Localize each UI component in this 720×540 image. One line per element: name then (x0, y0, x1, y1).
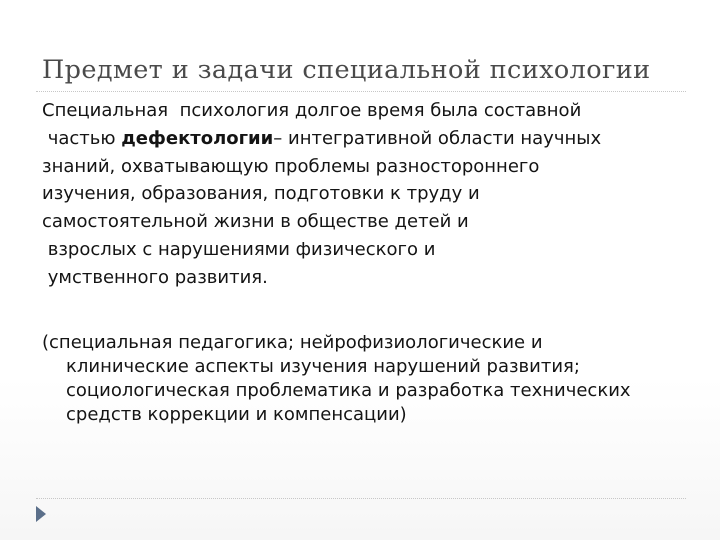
paragraph-text: частью (42, 127, 122, 149)
paragraph-line: Специальная психология долгое время была составной (42, 100, 582, 121)
footer-divider (36, 498, 686, 499)
paragraph-line: социологическая проблематика и разработка технических (66, 380, 631, 401)
paragraph-line: изучения, образования, подготовки к труду и (42, 183, 480, 205)
paragraph-line: умственного развития. (42, 266, 268, 288)
paragraph-line: знаний, охватывающую проблемы разностороннего (42, 155, 540, 177)
triangle-right-icon (36, 506, 46, 522)
main-paragraph (42, 97, 682, 292)
paragraph-line: самостоятельной жизни в обществе детей и (42, 211, 469, 233)
title-divider (36, 91, 686, 92)
paragraph-line: (специальная педагогика; нейрофизиологические и (42, 332, 543, 353)
paragraph-text: – интегративной области научных (273, 127, 602, 149)
defectology-term: дефектологии (121, 127, 274, 149)
paragraph-line (42, 125, 682, 153)
paragraph-line: взрослых с нарушениями физического и (42, 238, 436, 260)
slide-title: Предмет и задачи специальной психологии (42, 55, 651, 85)
paragraph-line: клинические аспекты изучения нарушений развития; (66, 356, 580, 377)
paragraph-line: средств коррекции и компенсации) (66, 404, 407, 425)
secondary-paragraph (42, 331, 682, 427)
